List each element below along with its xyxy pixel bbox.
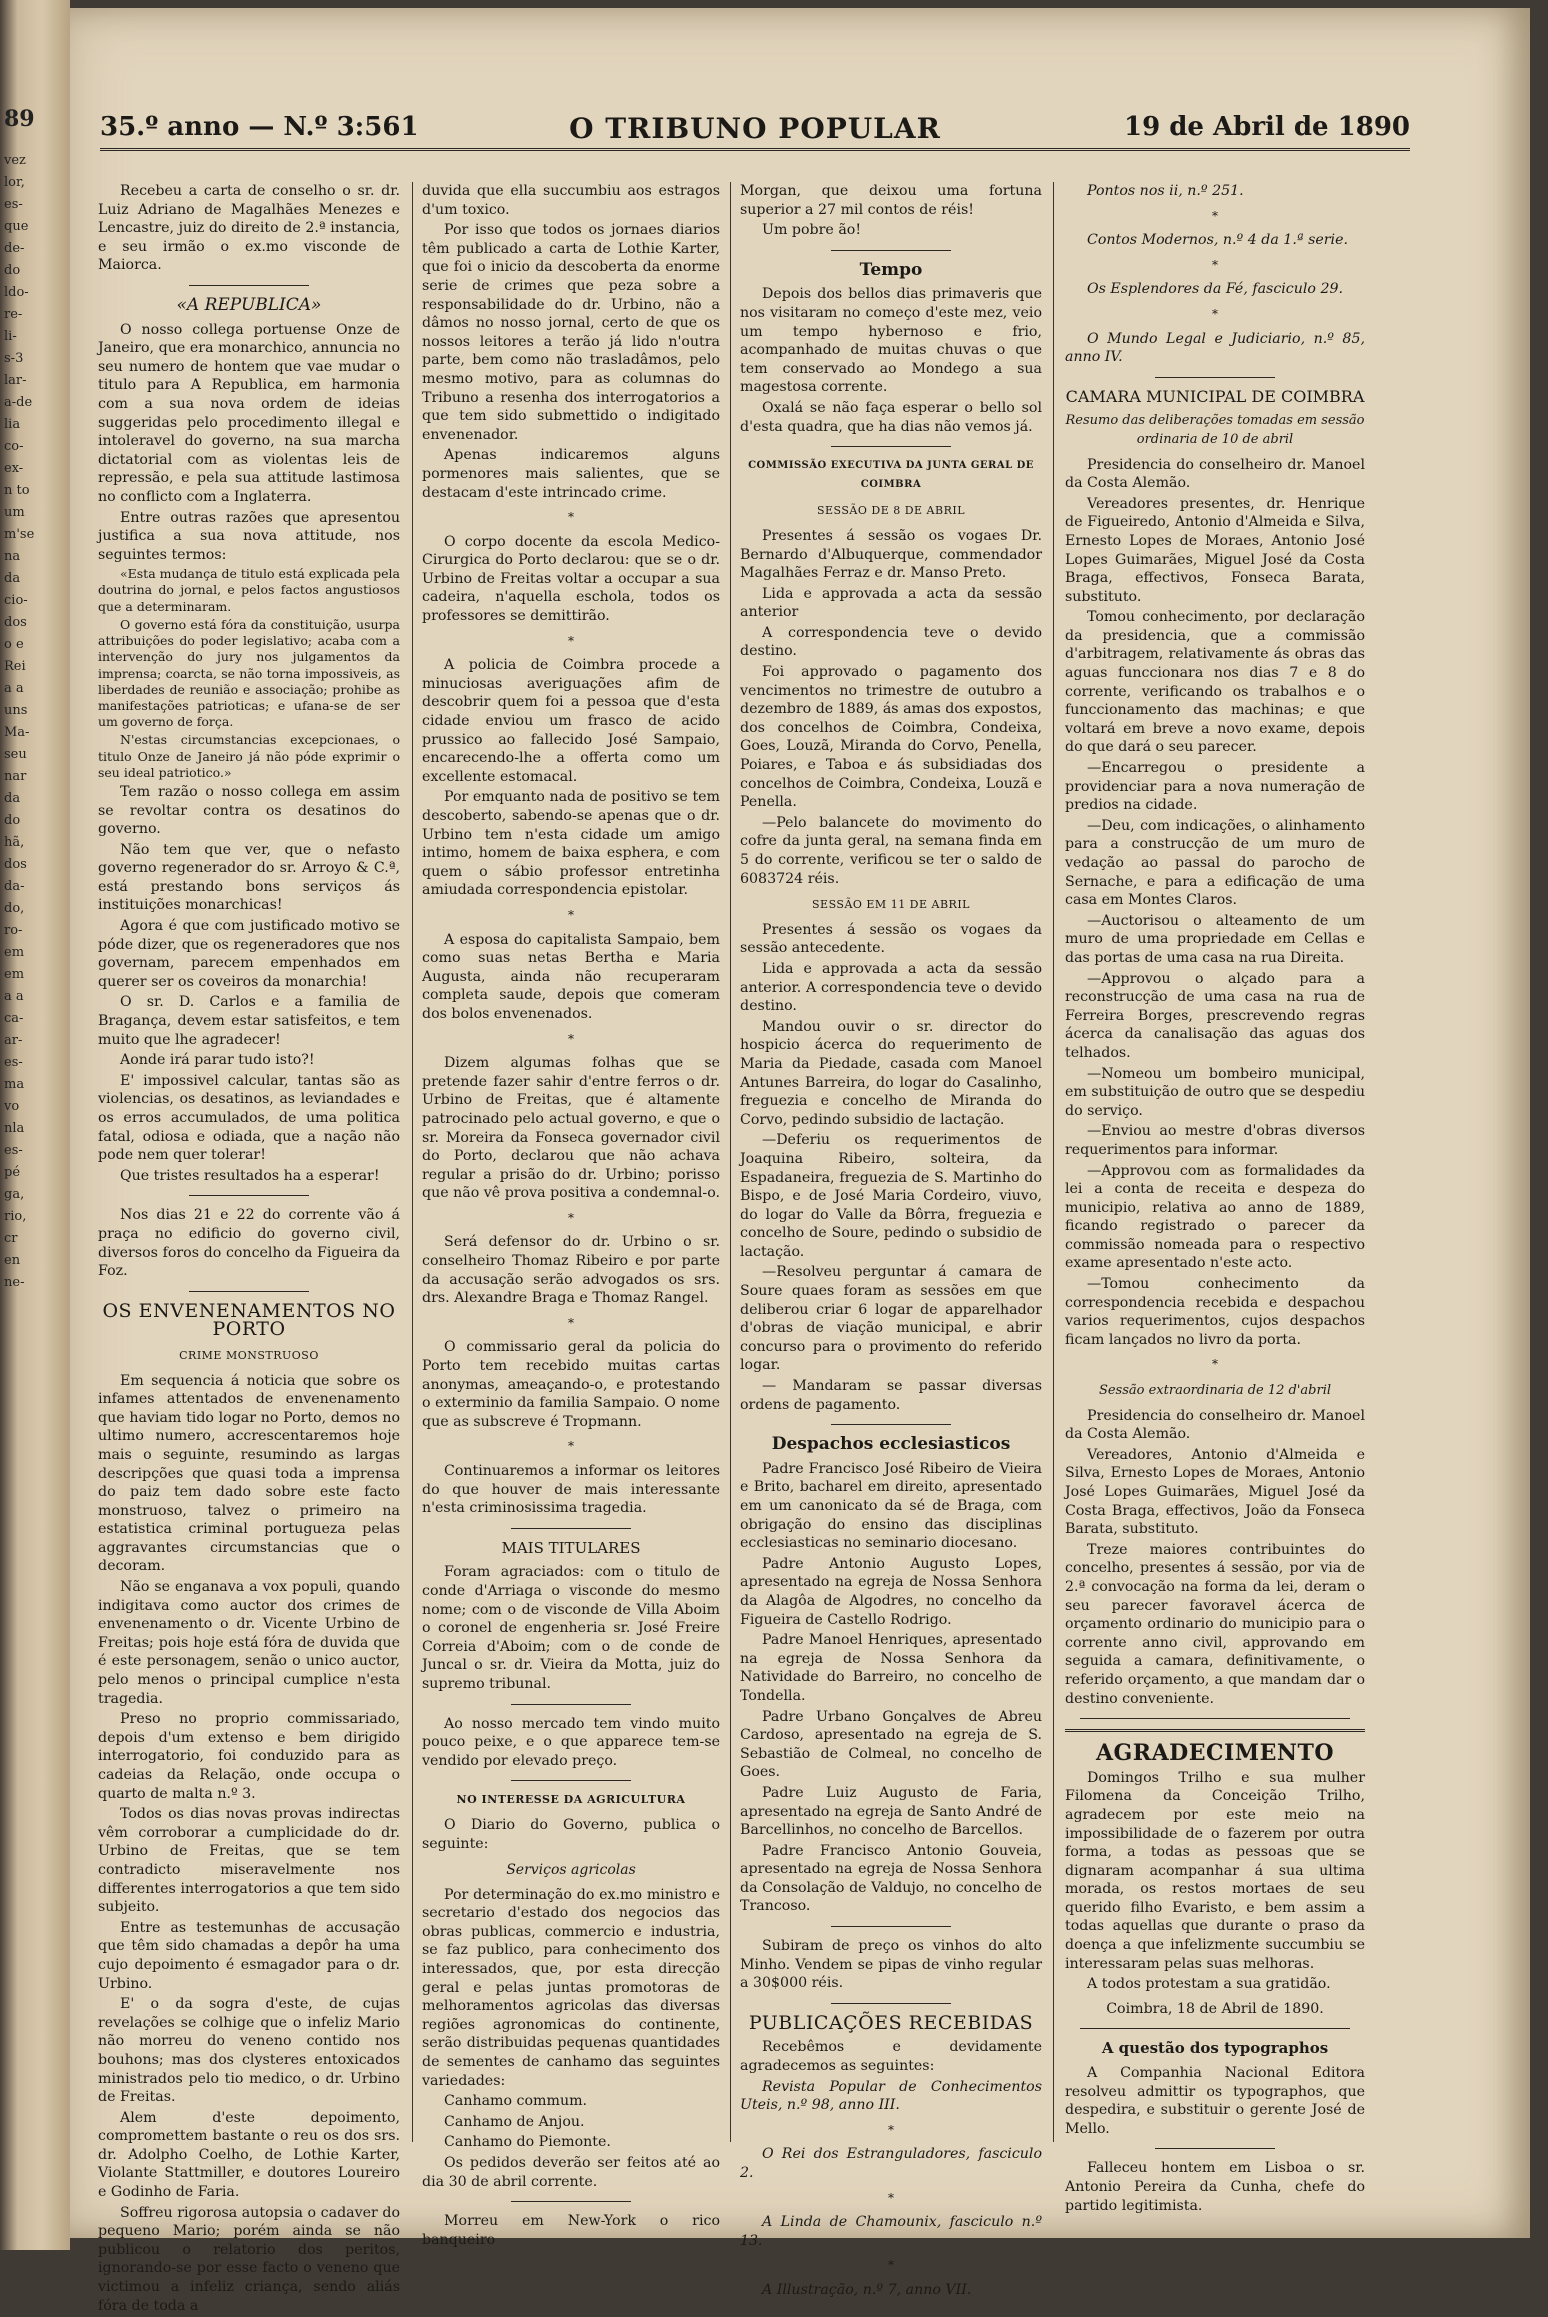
spine-fragment: cr bbox=[4, 1231, 18, 1246]
article-subheading: Resumo das deliberações tomadas em sessão ordinaria de 10 de abril bbox=[1065, 413, 1365, 447]
paragraph: Todos os dias novas provas indirectas vêm corroborar a cumplicidade do dr. Urbino de Freitas, que se tem contradicto miseravelmente nos differentes interrogatorios a que tem sido subjeito. bbox=[98, 1806, 400, 1916]
paragraph: Será defensor do dr. Urbino o sr. conselheiro Thomaz Ribeiro e por parte da accusação serão advogados os srs. drs. Alexandre Braga e Thomaz Rangel. bbox=[422, 1234, 720, 1307]
spine-fragment: seu bbox=[4, 747, 27, 762]
paragraph: Recebêmos e devidamente agradecemos as seguintes: bbox=[740, 2039, 1042, 2075]
separator-star: * bbox=[888, 2190, 894, 2205]
spine-fragment: a-de bbox=[4, 395, 33, 410]
article-heading: MAIS TITULARES bbox=[501, 1538, 641, 1557]
column-divider bbox=[412, 182, 413, 2142]
paragraph: —Approvou o alçado para a reconstrucção de uma casa na rua de Ferreira Borges, prescrevendo regras ácerca da canalisação das aguas dos telhados. bbox=[1065, 970, 1365, 1061]
separator-star: * bbox=[568, 510, 574, 525]
masthead bbox=[100, 108, 1410, 151]
paragraph: Padre Francisco Antonio Gouveia, apresentado na egreja de Nossa Senhora da Consolação de Valdujo, no concelho de Trancoso. bbox=[740, 1842, 1042, 1915]
paragraph: Entre as testemunhas de accusação que têm sido chamadas a depôr ha uma cujo depoimento é esmagador para o dr. Urbino. bbox=[98, 1919, 400, 1992]
paragraph: Vereadores presentes, dr. Henrique de Figueiredo, Antonio d'Almeida e Silva, Ernesto Lopes de Moraes, Antonio José Lopes Guimarães, Miguel José da Costa Braga, effectivos, Fonseca Barata, substituto. bbox=[1065, 495, 1365, 605]
spine-fragment: li- bbox=[4, 329, 17, 344]
spine-fragment: Ma- bbox=[4, 725, 30, 740]
article-heading: OS ENVENENAMENTOS NO PORTO bbox=[102, 1299, 396, 1341]
divider bbox=[511, 2201, 630, 2202]
spine-fragment: s-3 bbox=[4, 351, 24, 366]
article-heading: NO INTERESSE DA AGRICULTURA bbox=[456, 1793, 686, 1807]
divider bbox=[831, 446, 952, 447]
paragraph: Por determinação do ex.mo ministro e secretario d'estado dos negocios das obras publicas, commercio e industria, se faz publico, para conhecimento dos interessados, que, por esta direcção geral e pelas juntas promotoras de melhoramentos agricolas das diversas regiões agronomicas do continente, serão distribuidas pequenas quantidades de sementes de canhamo das seguintes variedades: bbox=[422, 1886, 720, 2089]
paragraph: O corpo docente da escola Medico-Cirurgica do Porto declarou: que se o dr. Urbino de Freitas voltar a occupar a sua cadeira, n'aquella eschola, todos os professores se demittirão. bbox=[422, 533, 720, 625]
divider bbox=[511, 1780, 630, 1781]
separator-star: * bbox=[568, 1315, 574, 1330]
paragraph: Tomou conhecimento, por declaração da presidencia, que a commissão d'arbitragem, relativamente ás obras das aguas funccionara nos dias 7 e 8 do corrente, verificando os trabalhos e o funccionamento das machinas; e que voltará em breve a novo exame, depois do que dará o seu parecer. bbox=[1065, 609, 1365, 756]
spine-fragment: ne- bbox=[4, 1275, 25, 1290]
spine-fragment: de- bbox=[4, 241, 25, 256]
paragraph: Um pobre ão! bbox=[762, 222, 862, 239]
separator-star: * bbox=[888, 2258, 894, 2273]
spine-fragment: cio- bbox=[4, 593, 28, 608]
spine-fragment: um bbox=[4, 505, 25, 520]
spine-fragment: lar- bbox=[4, 373, 27, 388]
paragraph: Domingos Trilho e sua mulher Filomena da Conceição Trilho, agradecem por este meio na impossibilidade de o fazerem por outra forma, a todas as pessoas que se dignaram acompanhar á sua ultima morada, os restos mortaes de seu querido filho Evaristo, e bem assim a todas aquellas que durante o praso da doença a que infelizmente succumbiu se interessaram pelas suas melhoras. bbox=[1065, 1769, 1365, 1972]
list-item: Canhamo de Anjou. bbox=[444, 2113, 585, 2130]
paragraph: Os pedidos deverão ser feitos até ao dia 30 de abril corrente. bbox=[422, 2155, 720, 2190]
spine-fragment: da- bbox=[4, 879, 25, 894]
spine-fragment: m'se bbox=[4, 527, 35, 542]
announcement-box bbox=[1065, 1729, 1365, 2018]
separator-star: * bbox=[568, 1439, 574, 1454]
spine-fragment: do, bbox=[4, 901, 25, 916]
separator-star: * bbox=[568, 1210, 574, 1225]
spine-fragment: do bbox=[4, 813, 21, 828]
publication-item: A Illustração, n.º 7, anno VII. bbox=[762, 2281, 972, 2298]
spine-fragment: es- bbox=[4, 1143, 23, 1158]
publication-item: A Linda de Chamounix, fasciculo n.º 13. bbox=[740, 2214, 1042, 2249]
separator-star: * bbox=[568, 1031, 574, 1046]
paragraph: Morreu em New-York o rico banqueiro bbox=[422, 2213, 720, 2248]
spine-fragment: dos bbox=[4, 615, 27, 630]
publication-item: O Rei dos Estranguladores, fasciculo 2. bbox=[740, 2146, 1042, 2181]
article-subheading: SESSÃO DE 8 DE ABRIL bbox=[816, 504, 966, 518]
spine-fragment: o e bbox=[4, 637, 24, 652]
paragraph: —Approvou com as formalidades da lei a conta de receita e despeza do municipio, relativa ao anno de 1889, ficando registrado o parecer da commissão nomeada para o respectivo exame apresentado n'este acto. bbox=[1065, 1162, 1365, 1272]
paragraph: Continuaremos a informar os leitores do que houver de mais interessante n'esta criminosissima tragedia. bbox=[422, 1463, 720, 1517]
paragraph: Ao nosso mercado tem vindo muito pouco peixe, e o que apparece tem-se vendido por elevado preço. bbox=[422, 1715, 720, 1769]
spine-fragment: do bbox=[4, 263, 21, 278]
paragraph: A Companhia Nacional Editora resolveu admittir os typographos, que despedira, e substituir o gerente José de Mello. bbox=[1065, 2065, 1365, 2137]
paragraph: A esposa do capitalista Sampaio, bem como suas netas Bertha e Maria Augusta, ainda não recuperaram completa saude, depois que comeram dos bolos envenenados. bbox=[422, 931, 720, 1022]
paragraph: Padre Manoel Henriques, apresentado na egreja de Nossa Senhora da Natividade do Barreiro, no concelho de Tondella. bbox=[740, 1632, 1042, 1704]
divider bbox=[189, 1195, 310, 1196]
spine-fragment: lor, bbox=[4, 175, 25, 190]
paragraph: Padre Urbano Gonçalves de Abreu Cardoso, apresentado na egreja de S. Sebastião de Colmeal, no concelho de Goes. bbox=[740, 1708, 1042, 1781]
spine-fragment: en bbox=[4, 1253, 21, 1268]
paragraph: Apenas indicaremos alguns pormenores mais salientes, que se destacam d'este intrincado crime. bbox=[422, 447, 720, 501]
paragraph: A policia de Coimbra procede a minuciosas averiguações afim de descobrir quem foi a pessoa que d'esta cidade enviou um frasco de acido prussico ao fallecido José Sampaio, encarecendo-lhe a offerta como um excellente estomacal. bbox=[422, 657, 720, 785]
paragraph: Foi approvado o pagamento dos vencimentos no trimestre de outubro a dezembro de 1889, ás amas dos expostos, dos concelhos de Coimbra, Condeixa, Goes, Louzã, Miranda do Corvo, Penella, Poiares, e Taboa e ás subsidiadas dos concelhos de Coimbra, Condeixa, Louzã e Penella. bbox=[740, 664, 1042, 811]
list-item: Canhamo do Piemonte. bbox=[444, 2134, 611, 2151]
paragraph: —Resolveu perguntar á camara de Soure quaes foram as sessões em que deliberou criar 6 logar de apparelhador d'obras de viação municipal, e abrir concurso para o provimento do referido logar. bbox=[740, 1264, 1042, 1374]
paragraph: O commissario geral da policia do Porto tem recebido muitas cartas anonymas, ameaçando-o, e protestando o exterminio da familia Sampaio. O nome que as subscreve é Tropmann. bbox=[422, 1339, 720, 1430]
paragraph: Presidencia do conselheiro dr. Manoel da Costa Alemão. bbox=[1065, 1407, 1365, 1443]
paragraph: — Mandaram se passar diversas ordens de pagamento. bbox=[740, 1378, 1042, 1413]
paragraph: —Deferiu os requerimentos de Joaquina Ribeiro, solteira, da Espadaneira, freguezia de S. Martinho do Bispo, e de José Maria Cordeiro, viuvo, do logar do Valle da Bôrra, freguezia e concelho de Soure, pedindo o subsidio de lactação. bbox=[740, 1132, 1042, 1260]
paragraph: Oxalá se não faça esperar o bello sol d'esta quadra, que ha dias não vemos já. bbox=[740, 399, 1042, 435]
article-heading: CAMARA MUNICIPAL DE COIMBRA bbox=[1065, 386, 1365, 406]
spine-fragment: da bbox=[4, 571, 21, 586]
publication-item: O Mundo Legal e Judiciario, n.º 85, anno IV. bbox=[1065, 330, 1365, 366]
article-heading: Tempo bbox=[859, 259, 923, 280]
separator-star: * bbox=[1212, 306, 1218, 321]
paragraph: Lida e approvada a acta da sessão anterior. A correspondencia teve o devido destino. bbox=[740, 960, 1042, 1015]
divider bbox=[511, 1528, 630, 1529]
spine-fragment: es- bbox=[4, 197, 23, 212]
spine-fragment: lia bbox=[4, 417, 21, 432]
divider bbox=[831, 1424, 952, 1425]
spine-fragment: rio, bbox=[4, 1209, 27, 1224]
spine-fragment: a a bbox=[4, 989, 24, 1004]
paragraph: Padre Francisco José Ribeiro de Vieira e Brito, bacharel em direito, apresentado em um canonicato da sé de Braga, com obrigação do ensino das disciplinas ecclesiasticas no seminario diocesano. bbox=[740, 1460, 1042, 1552]
publication-item: Pontos nos ii, n.º 251. bbox=[1087, 183, 1244, 199]
paragraph: —Enviou ao mestre d'obras diversos requerimentos para informar. bbox=[1065, 1123, 1365, 1158]
divider bbox=[1155, 377, 1275, 378]
spine-fragment: pé bbox=[4, 1165, 21, 1180]
quote: «Esta mudança de titulo está explicada pela doutrina do jornal, e pelos factos angustiosos que a determinaram. bbox=[98, 566, 400, 614]
paragraph: —Tomou conhecimento da correspondencia recebida e despachou varios requerimentos, cujos despachos ficam lançados no livro da porta. bbox=[1065, 1276, 1365, 1348]
signature-line: Coimbra, 18 de Abril de 1890. bbox=[1106, 2000, 1324, 2017]
newspaper-page bbox=[70, 8, 1530, 2314]
column-divider bbox=[1053, 182, 1054, 2142]
paragraph: Entre outras razões que apresentou justifica a sua nova attitude, nos seguintes termos: bbox=[98, 509, 400, 563]
paragraph: Não se enganava a vox populi, quando indigitava como auctor dos crimes de envenenamento o dr. Vicente Urbino de Freitas; pois hoje está fóra de duvida que é este personagem, senão o unico auctor, pelo menos o principal cumplice n'esta tragedia. bbox=[98, 1579, 400, 1707]
paragraph: —Deu, com indicações, o alinhamento para a construcção de um muro de vedação ao passal do parocho de Sernache, e para a edificação de uma casa em Montes Claros. bbox=[1065, 817, 1365, 909]
news-item: Recebeu a carta de conselho o sr. dr. Luiz Adriano de Magalhães Menezes e Lencastre, juiz do direito de 2.ª instancia, e seu irmão o ex.mo visconde de Maiorca. bbox=[98, 183, 400, 274]
column-4 bbox=[1065, 182, 1365, 2217]
paragraph: Foram agraciados: com o titulo de conde d'Arriaga o visconde do mesmo nome; com o de visconde de Villa Aboim o coronel de engenheria sr. José Freire Correia d'Aboim; com o de conde de Juncal o sr. dr. Vieira da Motta, juiz do supremo tribunal. bbox=[422, 1564, 720, 1692]
paragraph: Presentes á sessão os vogaes da sessão antecedente. bbox=[740, 921, 1042, 957]
paragraph: Que tristes resultados ha a esperar! bbox=[120, 1167, 380, 1184]
spine-fragment: vo bbox=[4, 1099, 20, 1114]
divider bbox=[831, 2003, 952, 2004]
divider bbox=[831, 250, 952, 251]
divider bbox=[831, 1926, 952, 1927]
paragraph: Presentes á sessão os vogaes Dr. Bernardo d'Albuquerque, commendador Magalhães Ferraz e dr. Manso Preto. bbox=[740, 527, 1042, 582]
paragraph: E' o da sogra d'este, de cujas revelações se colhige que o infeliz Mario não morreu do veneno contido nos bouhons; mas dos clysteres entoxicados ministrados pelo tio medico, o dr. Urbino de Freitas. bbox=[98, 1996, 400, 2106]
spine-fragment: hã, bbox=[4, 835, 25, 850]
spine-fragment: que bbox=[4, 219, 29, 234]
separator-star: * bbox=[888, 2122, 894, 2137]
paragraph: A todos protestam a sua gratidão. bbox=[1087, 1976, 1331, 1993]
column-divider bbox=[730, 182, 731, 2142]
spine-fragment: a a bbox=[4, 681, 24, 696]
article-subheading: SESSÃO EM 11 DE ABRIL bbox=[812, 898, 970, 912]
spine-fragment: em bbox=[4, 967, 25, 982]
paragraph: Em sequencia á noticia que sobre os infames attentados de envenenamento que haviam tido logar no Porto, demos no ultimo numero, accrescentaremos hoje mais o seguinte, resumindo as largas descripções que quasi toda a imprensa do paiz tem dado sobre este facto monstruoso, talvez o primeiro na estatistica criminal portugueza pelas aggravantes circumstancias que o decoram. bbox=[98, 1372, 400, 1575]
separator-star: * bbox=[1212, 1357, 1218, 1372]
paragraph: Padre Luiz Augusto de Faria, apresentado na egreja de Santo André de Barcellinhos, no concelho de Barcellos. bbox=[740, 1784, 1042, 1839]
article-heading: «A REPUBLICA» bbox=[176, 294, 322, 315]
spine-fragment: 89 bbox=[4, 106, 35, 132]
spine-fragment: ldo- bbox=[4, 285, 29, 300]
paragraph: E' impossivel calcular, tantas são as violencias, os desatinos, as leviandades e os erros accumulados, de uma politica fatal, odiosa e odiada, que a nação não pode nem quer tolerar! bbox=[98, 1072, 400, 1164]
separator-star: * bbox=[1212, 208, 1218, 223]
paragraph: Mandou ouvir o sr. director do hospicio ácerca do requerimento de Maria da Piedade, casada com Manoel Antunes Barreira, do logar do Casalinho, freguezia e concelho de Miranda do Corvo, pedindo subsidio de lactação. bbox=[740, 1018, 1042, 1128]
announcement-heading: AGRADECIMENTO bbox=[1095, 1740, 1335, 1767]
separator-star: * bbox=[568, 633, 574, 648]
paragraph: Por emquanto nada de positivo se tem descoberto, sabendo-se apenas que o dr. Urbino tem n'esta cidade um amigo intimo, homem de baixa esphera, e com quem o sábio professor entretinha amiudada correspondencia epistolar. bbox=[422, 789, 720, 899]
spine-fragment: ex- bbox=[4, 461, 24, 476]
paragraph: Subiram de preço os vinhos do alto Minho. Vendem se pipas de vinho regular a 30$000 réis. bbox=[740, 1938, 1042, 1992]
divider bbox=[189, 285, 310, 286]
paragraph: —Encarregou o presidente a providenciar para a nova numeração de predios na cidade. bbox=[1065, 760, 1365, 814]
divider bbox=[1080, 1718, 1350, 1719]
quote: O governo está fóra da constituição, usurpa attribuições do poder legislativo; acaba com a intervenção do jury nos julgamentos da imprensa; coarcta, se não torna impossiveis, as liberdades de reunião e associação; prohibe as manifestações patrioticas; e ufana-se de ser um governo de força. bbox=[98, 616, 400, 730]
separator-star: * bbox=[1212, 257, 1218, 272]
paragraph: Padre Antonio Augusto Lopes, apresentado na egreja de Nossa Senhora da Alagôa de Algodres, no concelho da Figueira de Castello Rodrigo. bbox=[740, 1555, 1042, 1628]
paragraph: O Diario do Governo, publica o seguinte: bbox=[422, 1816, 720, 1852]
issue-number: 35.º anno — N.º 3:561 bbox=[100, 112, 419, 142]
paragraph: Preso no proprio commissariado, depois d'um extenso e bem dirigido interrogatorio, foi conduzido para as cadeias da Relação, onde occupa o quarto de malta n.º 3. bbox=[98, 1711, 400, 1802]
divider bbox=[511, 1704, 630, 1705]
spine-fragment: re- bbox=[4, 307, 23, 322]
article-heading: Despachos ecclesiasticos bbox=[771, 1434, 1011, 1455]
paragraph: Treze maiores contribuintes do concelho, presentes á sessão, por via de 2.ª convocação na forma da lei, deram o seu parecer favoravel ácerca de orçamento ordinario do municipio para o corrente anno civil, approvando em seguida a camara, definitivamente, o referido orçamento, a que mandam dar o destino conveniente. bbox=[1065, 1541, 1365, 1707]
column-1 bbox=[98, 182, 400, 2317]
paragraph: O sr. D. Carlos e a familia de Bragança, devem estar satisfeitos, e tem muito que lhe agradecer! bbox=[98, 994, 400, 1048]
column-2 bbox=[422, 182, 720, 2251]
paragraph: Tem razão o nosso collega em assim se revoltar contra os desatinos do governo. bbox=[98, 783, 400, 838]
adjacent-page-edge bbox=[0, 0, 70, 2250]
news-item: Nos dias 21 e 22 do corrente vão á praça no edificio do governo civil, diversos foros do concelho da Figueira da Foz. bbox=[98, 1207, 400, 1280]
paragraph: Depois dos bellos dias primaveris que nos visitaram no começo d'este mez, veio um tempo hybernoso e frio, acompanhado de muitas chuvas o que tem conservado ao Mondego a sua magestosa corrente. bbox=[740, 286, 1042, 396]
column-3 bbox=[740, 182, 1042, 2302]
spine-fragment: ca- bbox=[4, 1011, 24, 1026]
list-item: Canhamo commum. bbox=[444, 2093, 588, 2110]
spine-fragment: ma bbox=[4, 1077, 25, 1092]
spine-fragment: co- bbox=[4, 439, 24, 454]
paragraph: Vereadores, Antonio d'Almeida e Silva, Ernesto Lopes de Moraes, Antonio José Lopes Guimarães, Miguel José da Costa Braga, effectivos, João da Fonseca Barata, substituto. bbox=[1065, 1446, 1365, 1538]
paragraph: —Nomeou um bombeiro municipal, em substituição de outro que se despediu do serviço. bbox=[1065, 1065, 1365, 1119]
paragraph: Falleceu hontem em Lisboa o sr. Antonio Pereira da Cunha, chefe do partido legitimista. bbox=[1065, 2160, 1365, 2214]
spine-fragment: nar bbox=[4, 769, 27, 784]
article-heading: PUBLICAÇÕES RECEBIDAS bbox=[748, 2011, 1034, 2034]
article-heading: A questão dos typographos bbox=[1101, 2039, 1329, 2058]
spine-fragment: Rei bbox=[4, 659, 26, 674]
spine-fragment: uns bbox=[4, 703, 28, 718]
paragraph: A correspondencia teve o devido destino. bbox=[740, 624, 1042, 660]
article-subheading: CRIME MONSTRUOSO bbox=[179, 1348, 319, 1362]
newspaper-title: O TRIBUNO POPULAR bbox=[569, 112, 941, 145]
issue-date: 19 de Abril de 1890 bbox=[1124, 112, 1410, 142]
article-subheading: Sessão extraordinaria de 12 d'abril bbox=[1098, 1383, 1332, 1399]
paragraph: Dizem algumas folhas que se pretende fazer sahir d'entre ferros o dr. Urbino de Freitas, que é altamente patrocinado pelo actual governo, e que o sr. Moreira da Fonseca governador civil do Porto, declarou que não achava regular a prisão do dr. Urbino; porisso que não vê prova positiva a condemnal-o. bbox=[422, 1055, 720, 1202]
spine-fragment: ro- bbox=[4, 923, 23, 938]
paragraph: duvida que ella succumbiu aos estragos d'um toxico. bbox=[422, 183, 720, 218]
spine-fragment: ga, bbox=[4, 1187, 25, 1202]
quote: N'estas circumstancias excepcionaes, o titulo Onze de Janeiro já não póde exprimir o seu ideal patriotico.» bbox=[98, 732, 400, 780]
paragraph: Agora é que com justificado motivo se póde dizer, que os regeneradores que nos governam, parecem empenhados em querer ser os coveiros da monarchia! bbox=[98, 918, 400, 990]
paragraph: Aonde irá parar tudo isto?! bbox=[120, 1052, 315, 1069]
paragraph: Por isso que todos os jornaes diarios têm publicado a carta de Lothie Karter, que foi o inicio da descoberta da enorme serie de crimes que peza sobre a responsabilidade do dr. Urbino, não a dâmos no nosso jornal, certo de que os nossos leitores a terão já lido n'outra parte, bem como não trasladâmos, pelo mesmo motivo, para as columnas do Tribuno a resenha dos interrogatorios a que tem sido submettido o indigitado envenenador. bbox=[422, 222, 720, 443]
article-heading: COMMISSÃO EXECUTIVA DA JUNTA GERAL DE COIMBRA bbox=[748, 460, 1034, 490]
divider bbox=[1155, 2148, 1275, 2149]
separator-star: * bbox=[568, 907, 574, 922]
spine-fragment: nla bbox=[4, 1121, 25, 1136]
paragraph: Lida e approvada a acta da sessão anterior bbox=[740, 585, 1042, 621]
spine-fragment: dos bbox=[4, 857, 27, 872]
paragraph: Não tem que ver, que o nefasto governo regenerador do sr. Arroyo & C.ª, está prestando bons serviços ás instituições monarchicas! bbox=[98, 841, 400, 914]
spine-fragment: em bbox=[4, 945, 25, 960]
spine-fragment: vez bbox=[4, 153, 26, 168]
article-subheading: Serviços agricolas bbox=[506, 1862, 636, 1879]
spine-fragment: ar- bbox=[4, 1033, 23, 1048]
divider bbox=[189, 1291, 310, 1292]
paragraph: —Auctorisou o alteamento de um muro de uma propriedade em Cellas e das portas de uma casa na rua Direita. bbox=[1065, 912, 1365, 966]
divider bbox=[1080, 2028, 1350, 2029]
spine-fragment: n to bbox=[4, 483, 30, 498]
publication-item: Revista Popular de Conhecimentos Uteis, n.º 98, anno III. bbox=[740, 2078, 1042, 2114]
paragraph: Soffreu rigorosa autopsia o cadaver do pequeno Mario; porém ainda se não publicou o relatorio dos peritos, ignorando-se por esse facto o veneno que victimou a infeliz criança, sendo aliás fóra de toda a bbox=[98, 2204, 400, 2314]
spine-fragment: na bbox=[4, 549, 21, 564]
paragraph: Morgan, que deixou uma fortuna superior a 27 mil contos de réis! bbox=[740, 183, 1042, 218]
paragraph: Alem d'este depoimento, compromettem bastante o reu os dos srs. dr. Adolpho Coelho, de Lothie Karter, Violante Stattmiller, e doutores Loureiro e Godinho de Faria. bbox=[98, 2109, 400, 2201]
spine-fragment: es- bbox=[4, 1055, 23, 1070]
paragraph: Presidencia do conselheiro dr. Manoel da Costa Alemão. bbox=[1065, 456, 1365, 492]
publication-item: Contos Modernos, n.º 4 da 1.ª serie. bbox=[1087, 232, 1348, 249]
publication-item: Os Esplendores da Fé, fasciculo 29. bbox=[1087, 281, 1344, 298]
paragraph: O nosso collega portuense Onze de Janeiro, que era monarchico, annuncia no seu numero de hontem que vae mudar o titulo para A Republica, em harmonia com a sua nova ordem de ideias suggeridas pelo procedimento illegal e intoleravel do governo, na sua marcha dictatorial com as violentas leis de repressão, e pela sua attitude lastimosa no conflicto com a Inglaterra. bbox=[98, 321, 400, 505]
spine-fragment: da bbox=[4, 791, 21, 806]
paragraph: —Pelo balancete do movimento do cofre da junta geral, na semana finda em 5 do corrente, verificou se ter o saldo de 6083724 réis. bbox=[740, 814, 1042, 887]
